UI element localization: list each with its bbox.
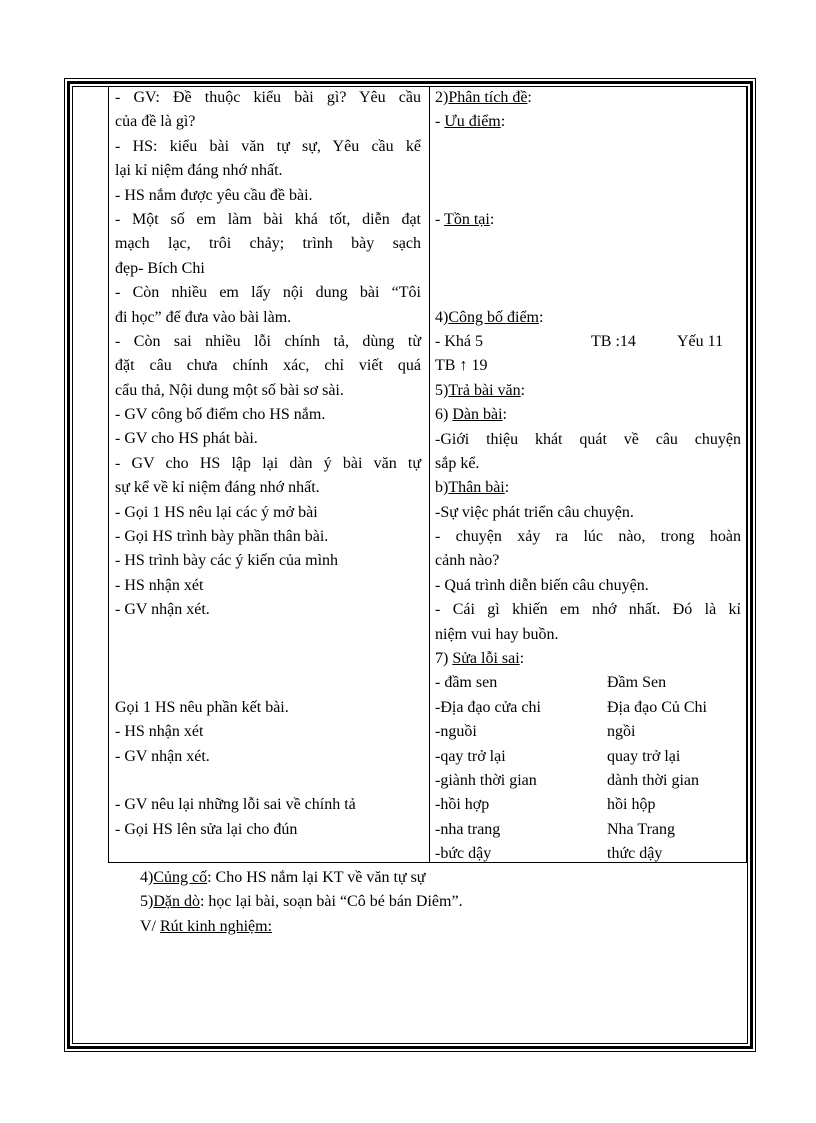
outline-line: - Cái gì khiến em nhớ nhất. Đó là kỉ [435,601,741,619]
activity-line: - GV: Đề thuộc kiểu bài gì? Yêu cầu [115,89,421,106]
activity-line: đẹp- Bích Chi [115,259,205,277]
activity-line: đặt câu chưa chính xác, chỉ viết quá [115,357,421,375]
activity-line: - GV cho HS phát bài. [115,430,258,448]
activity-line: Gọi 1 HS nêu phần kết bài. [115,698,289,716]
section-return: 5)Trả bài văn: [435,381,526,399]
lesson-footer [140,866,463,939]
outline-line: - Quá trình diễn biến câu chuyện. [435,576,649,594]
section-analysis: 2)Phân tích đề: [435,89,532,106]
section-corrections: 7) Sửa lỗi sai: [435,650,525,668]
body-heading: b)Thân bài: [435,479,510,497]
activity-line: cẩu thả, Nội dung một số bài sơ sài. [115,381,344,399]
correction-row: -nha trang Nha Trang [435,820,676,838]
activity-line: - HS nhận xét [115,723,204,741]
activity-line: lại kỉ niệm đáng nhớ nhất. [115,162,283,180]
correction-row: -qay trở lại quay trở lại [435,747,681,765]
activity-line: - HS nắm được yêu cầu đề bài. [115,186,313,204]
activity-line: - Gọi HS lên sửa lại cho đún [115,820,298,838]
activity-line: - GV nhận xét. [115,747,210,765]
spacer [435,135,741,184]
grade-distribution [435,330,741,354]
activity-line: - HS trình bày các ý kiến của mình [115,552,339,570]
correction-row: -nguồi ngồi [435,723,636,741]
activity-line: - Một số em làm bài khá tốt, diễn đạt [115,210,421,228]
lesson-table [108,86,747,863]
activity-line: - Gọi 1 HS nêu lại các ý mở bài [115,503,318,521]
activity-line: của đề là gì? [115,113,196,131]
activity-line: - Còn sai nhiều lỗi chính tả, dùng từ [115,332,421,350]
spacer [115,671,421,695]
grade-tb: TB :14 [591,332,636,350]
activity-line: - GV cho HS lập lại dàn ý bài văn tự [115,454,421,472]
activity-line: sự kể về kỉ niệm đáng nhớ nhất. [115,479,320,497]
column-divider [429,86,430,862]
spacer [435,232,741,281]
section-outline: 6) Dàn bài: [435,406,507,424]
experience-line: V/ Rút kinh nghiệm: [140,917,273,935]
activity-line: mạch lạc, trôi chảy; trình bày sạch [115,235,421,253]
teacher-student-activities [115,86,421,842]
outline-line: -Sự việc phát triển câu chuyện. [435,503,634,521]
activity-line: - Còn nhiều em lấy nội dung bài “Tôi [115,284,421,302]
spacer [435,281,741,305]
activity-line: - Gọi HS trình bày phần thân bài. [115,528,329,546]
outline-line: niệm vui hay buồn. [435,625,559,643]
correction-row: -hồi hợp hồi hộp [435,796,656,814]
correction-row: -Địa đạo cửa chi Địa đạo Củ Chi [435,698,707,716]
activity-line: đi học” để đưa vào bài làm. [115,308,292,326]
consolidation-line: 4)Củng cố: Cho HS nắm lại KT về văn tự sự [140,869,426,886]
outline-line: -Giới thiệu khát quát về câu chuyện [435,430,741,448]
homework-line: 5)Dặn dò: học lại bài, soạn bài “Cô bé bán Diêm”. [140,893,463,911]
correction-row: - đầm sen Đầm Sen [435,674,667,692]
section-heading: Phân tích đề [448,89,528,106]
grade-yeu: Yếu 11 [677,332,724,350]
outline-line: sắp kể. [435,454,480,472]
lesson-content [435,86,741,867]
strengths-heading: - Ưu điểm: [435,113,506,131]
spacer [115,769,421,793]
spacer [435,184,741,208]
activity-line: - GV nêu lại những lỗi sai về chính tả [115,796,356,814]
grade-improved: TB ↑ 19 [435,357,488,375]
spacer [115,623,421,672]
correction-row: -bức dậy thức dậy [435,845,663,863]
activity-line: - HS: kiểu bài văn tự sự, Yêu cầu kể [115,137,421,155]
activity-line: - GV nhận xét. [115,601,210,619]
correction-row: -giành thời gian dành thời gian [435,771,699,789]
grade-kha: - Khá 5 [435,332,483,350]
outline-line: - chuyện xảy ra lúc nào, trong hoàn [435,528,741,546]
section-scores: 4)Công bố điểm: [435,308,544,326]
weaknesses-heading: - Tồn tại: [435,210,495,228]
activity-line: - HS nhận xét [115,576,204,594]
activity-line: - GV công bố điểm cho HS nắm. [115,406,326,424]
outline-line: cảnh nào? [435,552,500,570]
